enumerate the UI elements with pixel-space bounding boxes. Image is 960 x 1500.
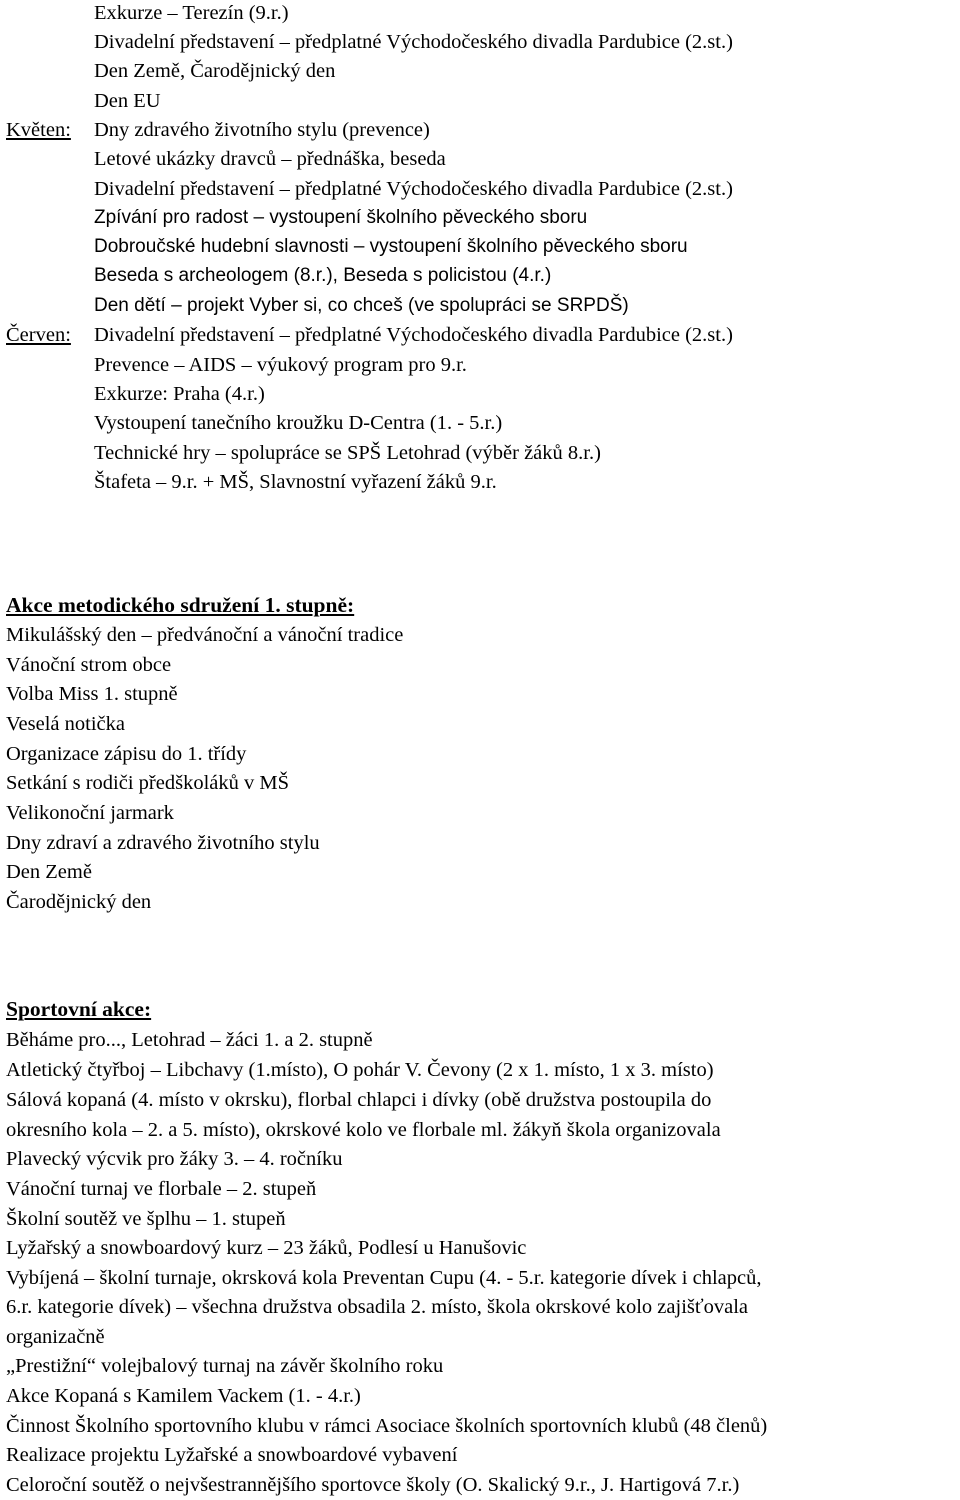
list-item: Volba Miss 1. stupně xyxy=(6,683,178,705)
list-item: Sálová kopaná (4. místo v okrsku), florbal chlapci i dívky (obě družstva postoupila do xyxy=(6,1089,712,1111)
event-line: Prevence – AIDS – výukový program pro 9.r. xyxy=(94,354,467,376)
event-line: Technické hry – spolupráce se SPŠ Letohrad (výběr žáků 8.r.) xyxy=(94,442,601,464)
list-item: Setkání s rodiči předškoláků v MŠ xyxy=(6,772,289,794)
event-line: Štafeta – 9.r. + MŠ, Slavnostní vyřazení žáků 9.r. xyxy=(94,471,497,493)
event-line: Den dětí – projekt Vyber si, co chceš (ve spolupráci se SRPDŠ) xyxy=(94,295,629,316)
list-item: Vybíjená – školní turnaje, okrsková kola Preventan Cupu (4. - 5.r. kategorie dívek i chlapců, xyxy=(6,1267,762,1289)
list-item: Celoroční soutěž o nejvšestrannějšího sportovce školy (O. Skalický 9.r., J. Hartigová 7.r.) xyxy=(6,1474,740,1496)
event-line: Divadelní představení – předplatné Východočeského divadla Pardubice (2.st.) xyxy=(94,178,733,200)
list-item: Mikulášský den – předvánoční a vánoční tradice xyxy=(6,624,404,646)
month-label-may: Květen: xyxy=(6,119,71,141)
event-line: Den Země, Čarodějnický den xyxy=(94,60,336,82)
list-item: okresního kola – 2. a 5. místo), okrskové kolo ve florbale ml. žákyň škola organizovala xyxy=(6,1119,721,1141)
list-item: Plavecký výcvik pro žáky 3. – 4. ročníku xyxy=(6,1148,343,1170)
list-item: Atletický čtyřboj – Libchavy (1.místo), O pohár V. Čevony (2 x 1. místo, 1 x 3. místo) xyxy=(6,1059,714,1081)
event-line: Exkurze: Praha (4.r.) xyxy=(94,383,265,405)
list-item: Vánoční turnaj ve florbale – 2. stupeň xyxy=(6,1178,317,1200)
list-item: organizačně xyxy=(6,1326,105,1348)
list-item: Den Země xyxy=(6,861,92,883)
list-item: Lyžařský a snowboardový kurz – 23 žáků, Podlesí u Hanušovic xyxy=(6,1237,527,1259)
event-line: Exkurze – Terezín (9.r.) xyxy=(94,2,289,24)
list-item: Dny zdraví a zdravého životního stylu xyxy=(6,832,320,854)
event-line: Beseda s archeologem (8.r.), Beseda s policistou (4.r.) xyxy=(94,265,552,286)
list-item: Velikonoční jarmark xyxy=(6,802,174,824)
month-label-june: Červen: xyxy=(6,324,71,346)
list-item: 6.r. kategorie dívek) – všechna družstva obsadila 2. místo, škola okrskové kolo zajišťovala xyxy=(6,1296,749,1318)
list-item: Organizace zápisu do 1. třídy xyxy=(6,743,247,765)
event-line: Vystoupení tanečního kroužku D-Centra (1. - 5.r.) xyxy=(94,412,503,434)
event-line: Dobroučské hudební slavnosti – vystoupení školního pěveckého sboru xyxy=(94,236,688,257)
list-item: Školní soutěž ve šplhu – 1. stupeň xyxy=(6,1208,286,1230)
list-item: Činnost Školního sportovního klubu v rámci Asociace školních sportovních klubů (48 členů) xyxy=(6,1415,768,1437)
list-item: „Prestižní“ volejbalový turnaj na závěr školního roku xyxy=(6,1355,444,1377)
list-item: Akce Kopaná s Kamilem Vackem (1. - 4.r.) xyxy=(6,1385,361,1407)
event-line: Letové ukázky dravců – přednáška, beseda xyxy=(94,148,446,170)
section-heading: Sportovní akce: xyxy=(6,997,152,1021)
event-line: Den EU xyxy=(94,90,161,112)
list-item: Čarodějnický den xyxy=(6,891,152,913)
event-line: Zpívání pro radost – vystoupení školního pěveckého sboru xyxy=(94,207,588,228)
event-line: Divadelní představení – předplatné Východočeského divadla Pardubice (2.st.) xyxy=(94,31,733,53)
list-item: Běháme pro..., Letohrad – žáci 1. a 2. stupně xyxy=(6,1029,373,1051)
event-line: Dny zdravého životního stylu (prevence) xyxy=(94,119,430,141)
list-item: Vánoční strom obce xyxy=(6,654,172,676)
section-heading: Akce metodického sdružení 1. stupně: xyxy=(6,593,355,617)
list-item: Realizace projektu Lyžařské a snowboardové vybavení xyxy=(6,1444,458,1466)
event-line: Divadelní představení – předplatné Východočeského divadla Pardubice (2.st.) xyxy=(94,324,733,346)
list-item: Veselá notička xyxy=(6,713,125,735)
